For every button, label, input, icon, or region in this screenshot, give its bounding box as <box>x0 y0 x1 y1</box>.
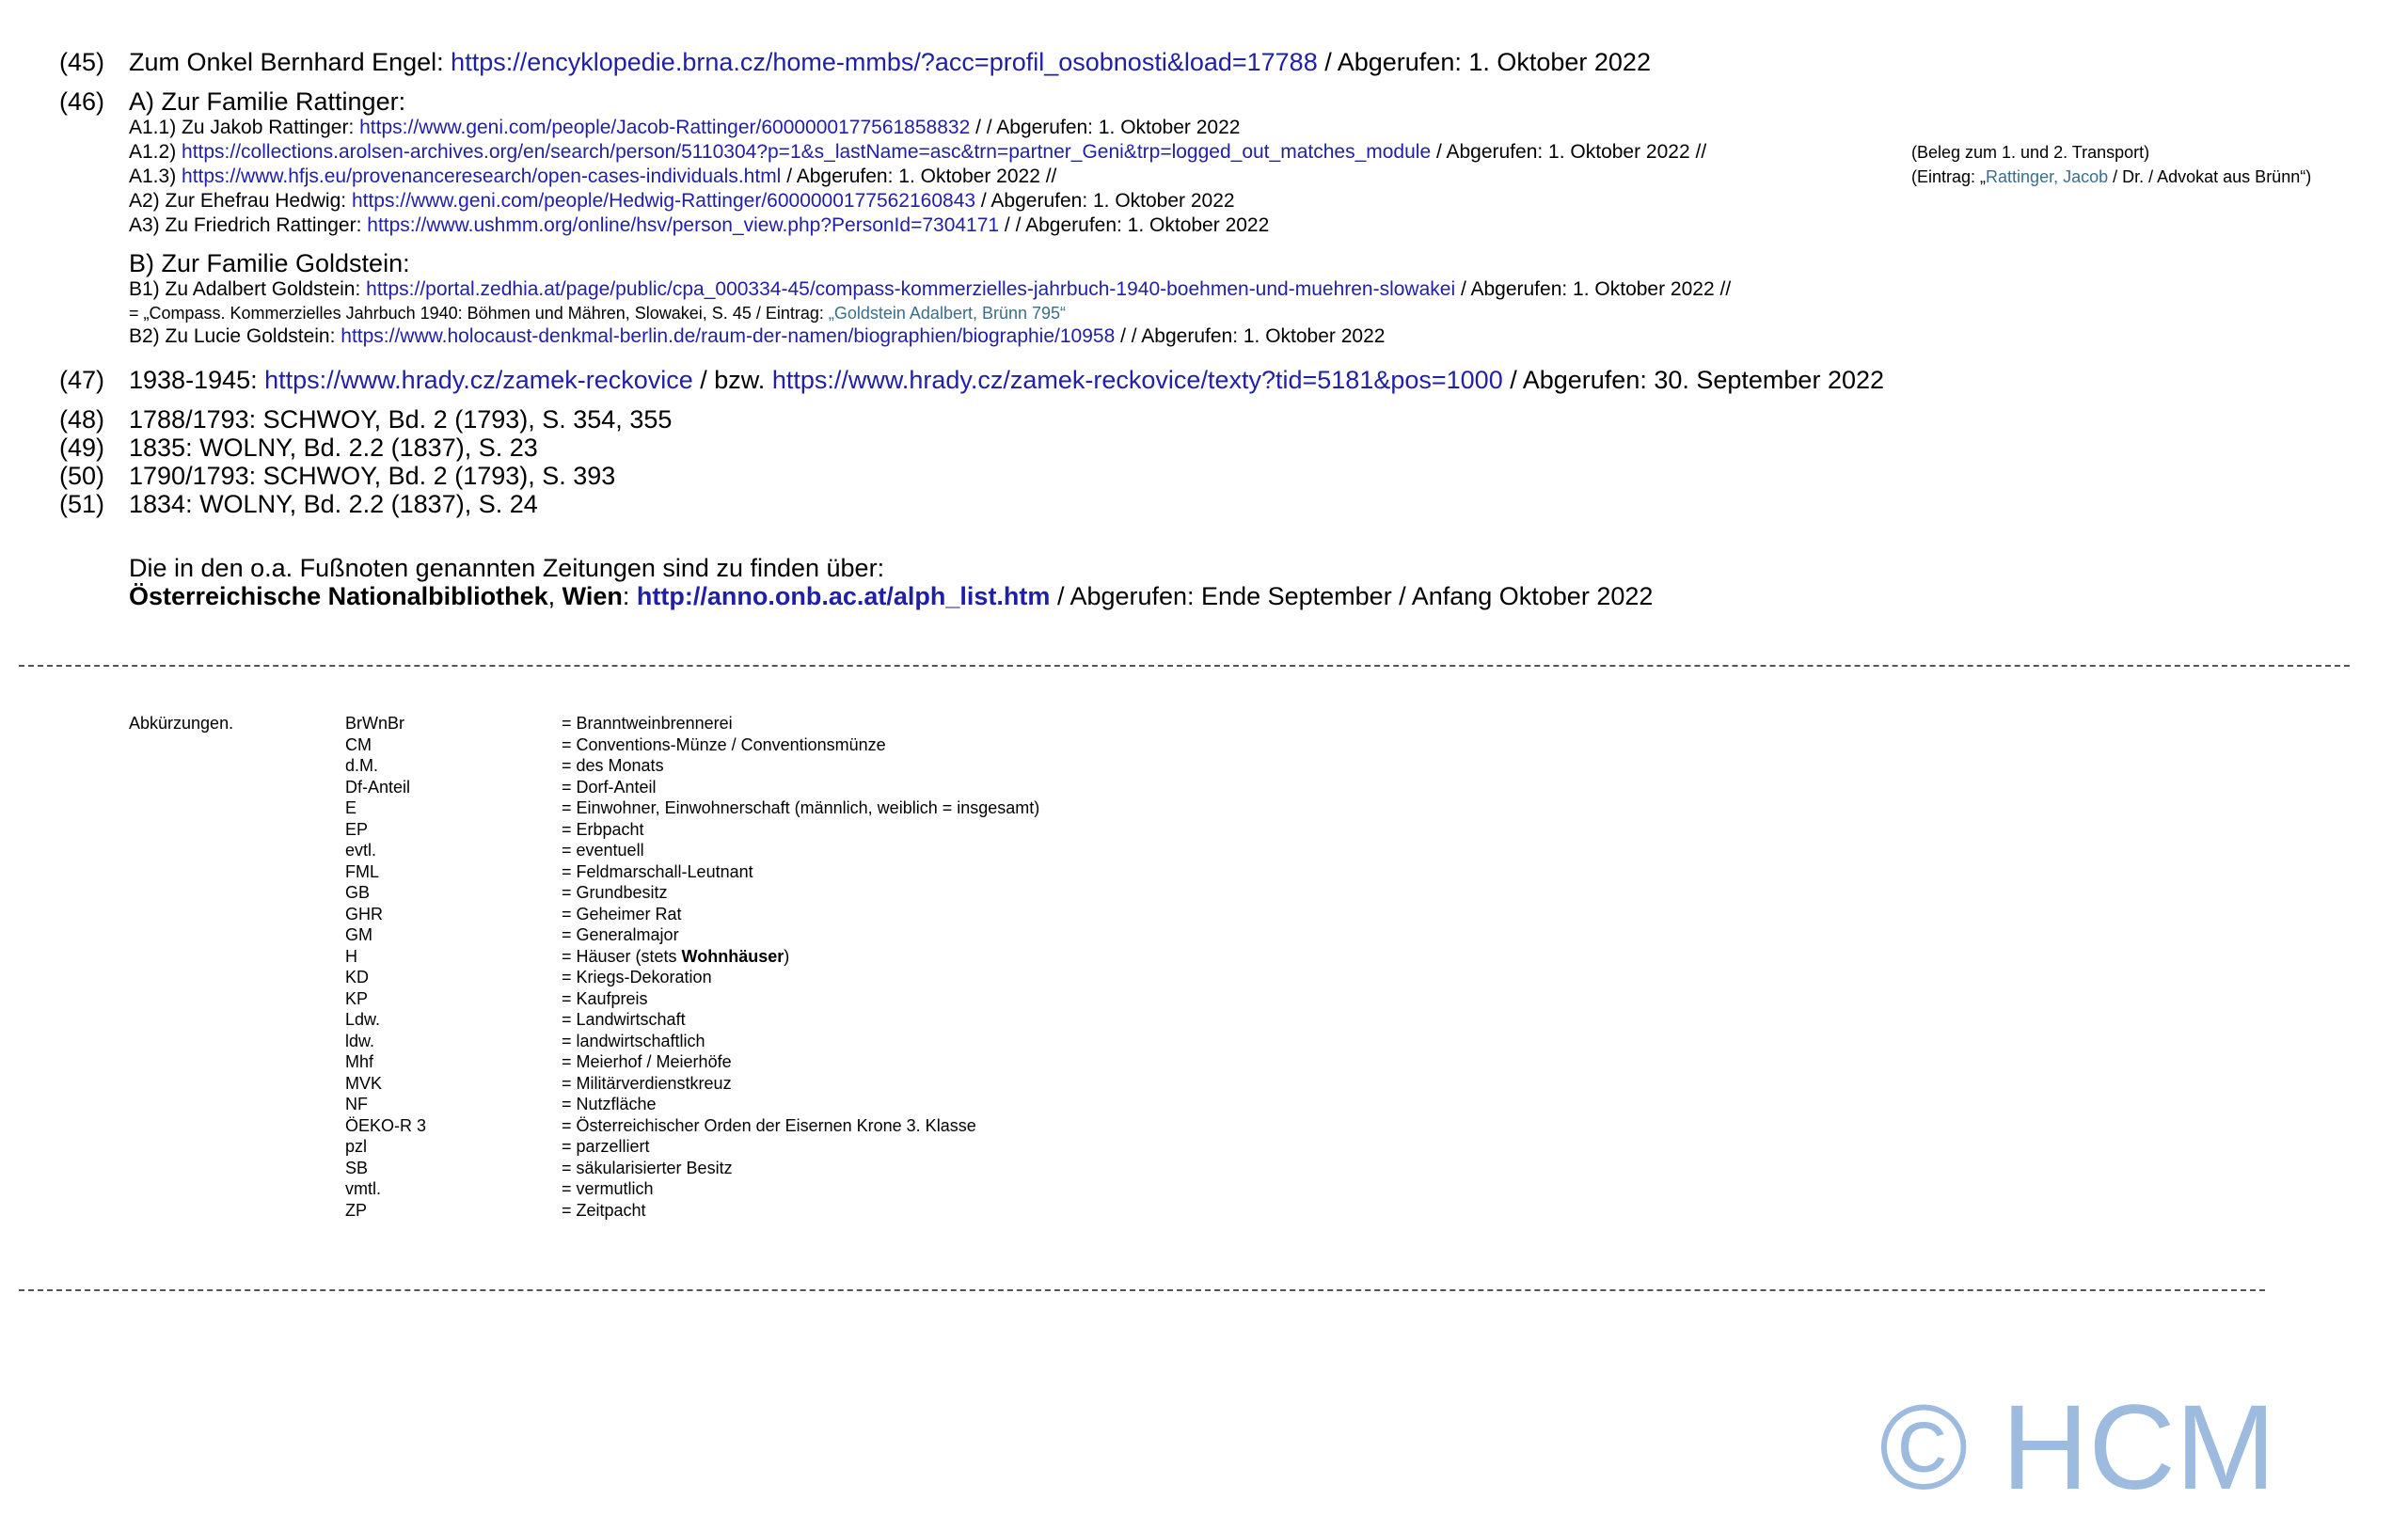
footnote-46-heading-b: B) Zur Familie Goldstein: <box>129 249 410 277</box>
footnote-47 <box>129 365 1884 395</box>
abbreviation-term: E <box>345 798 357 817</box>
footnote-text: / / Abgerufen: 1. Oktober 2022 <box>1115 325 1386 347</box>
abbreviation-definition <box>562 904 682 925</box>
footnote-number: (48) <box>59 405 105 434</box>
definition-text: = Dorf-Anteil <box>562 777 657 797</box>
abbreviation-definition <box>562 1051 732 1073</box>
abbreviation-term: ÖEKO-R 3 <box>345 1115 427 1135</box>
abbreviation-definition <box>562 946 789 968</box>
definition-text: = Kaufpreis <box>562 988 648 1008</box>
footnote-46-b1-note <box>129 303 1066 324</box>
footnote-46-a12 <box>129 140 1706 165</box>
footnote-number: (49) <box>59 434 105 462</box>
abbreviation-definition <box>562 1073 732 1095</box>
footnote-text: Zum Onkel Bernhard Engel: <box>129 48 452 76</box>
definition-text: = Einwohner, Einwohnerschaft (männlich, weiblich = insgesamt) <box>562 798 1040 817</box>
footnote-text: / / Abgerufen: 1. Oktober 2022 <box>999 214 1270 236</box>
footnote-text: / Abgerufen: 1. Oktober 2022 // <box>1431 141 1707 163</box>
definition-text: = landwirtschaftlich <box>562 1031 705 1050</box>
separator: : <box>622 582 637 610</box>
definition-text: = Häuser (stets <box>562 946 682 966</box>
abbreviation-definition <box>562 1009 686 1031</box>
definition-text: = Nutzfläche <box>562 1095 657 1113</box>
abbreviation-term: GM <box>345 925 372 944</box>
footnote-text: / Abgerufen: 1. Oktober 2022 // <box>1455 278 1732 300</box>
definition-text: = Grundbesitz <box>562 883 668 902</box>
abbreviation-definition <box>562 1158 733 1179</box>
footnote-text: A1.3) <box>129 166 182 187</box>
abbreviations-list <box>0 713 1317 1239</box>
footnote-text: A1.2) <box>129 141 182 163</box>
footnote-51: 1834: WOLNY, Bd. 2.2 (1837), S. 24 <box>129 490 538 518</box>
abbreviation-term: d.M. <box>345 756 379 775</box>
footnote-text: 1938-1945: <box>129 366 265 394</box>
abbreviation-term: Mhf <box>345 1052 374 1071</box>
definition-text: = Generalmajor <box>562 925 679 944</box>
abbreviation-term: Df-Anteil <box>345 777 411 797</box>
definition-text: = Geheimer Rat <box>562 904 682 923</box>
footnote-text: / Abgerufen: 1. Oktober 2022 <box>1317 48 1651 76</box>
footnote-text: A2) Zur Ehefrau Hedwig: <box>129 190 352 212</box>
footnote-text: / Abgerufen: 30. September 2022 <box>1502 366 1885 394</box>
abbreviation-term: Ldw. <box>345 1010 381 1029</box>
definition-text: = Conventions-Münze / Conventionsmünze <box>562 734 886 754</box>
abbreviation-term: MVK <box>345 1073 383 1093</box>
footnote-link[interactable]: https://collections.arolsen-archives.org/en/search/person/5110304?p=1&s_lastName=asc&trn=partner_Geni&trp=logged_out_matches_module <box>182 141 1432 163</box>
copyright-watermark: © HCM <box>1879 1381 2276 1515</box>
definition-text: = Feldmarschall-Leutnant <box>562 861 753 881</box>
abbreviation-term: ZP <box>345 1200 368 1220</box>
definition-text: = säkularisierter Besitz <box>562 1158 733 1177</box>
abbreviation-definition <box>562 1094 657 1115</box>
footnote-number: (50) <box>59 462 105 490</box>
definition-text: = vermutlich <box>562 1179 654 1198</box>
abbreviation-definition <box>562 1136 650 1158</box>
abbreviation-term: KD <box>345 968 370 986</box>
definition-text: = Militärverdienstkreuz <box>562 1073 732 1093</box>
footnote-link[interactable]: https://portal.zedhia.at/page/public/cpa_000334-45/compass-kommerzielles-jahrbuch-1940-boehmen-und-muehren-slowakei <box>366 278 1456 300</box>
footnote-link[interactable]: https://www.geni.com/people/Jacob-Rattinger/6000000177561858832 <box>359 117 971 138</box>
abbreviation-term: vmtl. <box>345 1179 381 1198</box>
note-entry: Rattinger, Jacob <box>1986 167 2109 186</box>
library-name: Österreichische Nationalbibliothek <box>129 582 548 610</box>
definition-text: = Kriegs-Dekoration <box>562 968 712 986</box>
definition-text: = des Monats <box>562 756 664 775</box>
footnote-link[interactable]: https://www.holocaust-denkmal-berlin.de/raum-der-namen/biographien/biographie/10958 <box>341 325 1116 347</box>
definition-text: = Zeitpacht <box>562 1200 646 1220</box>
abbreviation-definition <box>562 1200 646 1222</box>
definition-text: = Meierhof / Meierhöfe <box>562 1052 732 1071</box>
abbreviation-definition <box>562 882 668 904</box>
note-text: = „Compass. Kommerzielles Jahrbuch 1940: Böhmen und Mähren, Slowakei, S. 45 / Eintrag: <box>129 304 829 323</box>
note-text: (Eintrag: „ <box>1911 167 1987 186</box>
abbreviation-definition <box>562 988 648 1010</box>
abbreviation-term: GHR <box>345 904 383 923</box>
footnote-text: B1) Zu Adalbert Goldstein: <box>129 278 367 300</box>
footnote-link[interactable]: https://www.ushmm.org/online/hsv/person_view.php?PersonId=7304171 <box>367 214 1000 236</box>
footnote-45 <box>129 47 1651 77</box>
dashed-divider <box>19 665 2350 667</box>
definition-emphasis: Wohnhäuser <box>681 946 784 966</box>
footnote-link[interactable]: https://www.hrady.cz/zamek-reckovice <box>264 366 693 394</box>
footnote-text: / / Abgerufen: 1. Oktober 2022 <box>970 117 1241 138</box>
footnote-46-b2 <box>129 324 1385 349</box>
footnote-text: / Abgerufen: 1. Oktober 2022 // <box>781 166 1057 187</box>
abbreviation-definition <box>562 924 679 946</box>
newspapers-source <box>129 581 1653 611</box>
footnote-text: / bzw. <box>692 366 772 394</box>
footnote-number: (46) <box>59 87 105 116</box>
footnote-text: B2) Zu Lucie Goldstein: <box>129 325 341 347</box>
note-text: / Dr. / Advokat aus Brünn“) <box>2108 167 2312 186</box>
abbreviation-term: KP <box>345 988 369 1008</box>
footnote-46-a12-note: (Beleg zum 1. und 2. Transport) <box>1911 143 2150 162</box>
abbreviation-term: H <box>345 946 357 966</box>
footnote-number: (51) <box>59 490 105 518</box>
footnote-49: 1835: WOLNY, Bd. 2.2 (1837), S. 23 <box>129 434 538 462</box>
footnote-text: A3) Zu Friedrich Rattinger: <box>129 214 368 236</box>
library-city: Wien <box>562 582 623 610</box>
footnote-46-a13-note <box>1911 166 2311 187</box>
definition-text: = Landwirtschaft <box>562 1010 686 1029</box>
footnote-46-a2 <box>129 189 1235 213</box>
abbreviation-definition <box>562 861 753 883</box>
footnote-number: (47) <box>59 366 105 394</box>
footnote-text: A1.1) Zu Jakob Rattinger: <box>129 117 360 138</box>
footnote-number: (45) <box>59 48 105 76</box>
footnote-46-b1 <box>129 277 1731 302</box>
newspapers-note: Die in den o.a. Fußnoten genannten Zeitungen sind zu finden über: <box>129 554 885 582</box>
abbreviation-definition <box>562 840 644 861</box>
abbreviation-definition <box>562 1115 976 1137</box>
abbreviation-term: ldw. <box>345 1031 375 1050</box>
definition-text: = Erbpacht <box>562 819 644 839</box>
definition-text: = Branntweinbrennerei <box>562 714 733 733</box>
abbreviation-term: EP <box>345 819 369 839</box>
footnote-48: 1788/1793: SCHWOY, Bd. 2 (1793), S. 354, 355 <box>129 405 673 434</box>
abbreviation-definition <box>562 713 733 734</box>
abbreviation-definition <box>562 755 664 777</box>
definition-text: = parzelliert <box>562 1137 650 1156</box>
abbreviation-definition <box>562 777 657 798</box>
abbreviation-definition <box>562 1031 705 1052</box>
definition-text: = Österreichischer Orden der Eisernen Krone 3. Klasse <box>562 1115 976 1135</box>
abbreviation-term: evtl. <box>345 841 377 860</box>
abbreviation-term: pzl <box>345 1137 368 1156</box>
abbreviation-definition <box>562 734 886 756</box>
abbreviation-term: SB <box>345 1158 369 1177</box>
note-entry: „Goldstein Adalbert, Brünn 795“ <box>828 304 1067 323</box>
abbreviation-term: FML <box>345 861 379 881</box>
footnote-46-a11 <box>129 116 1240 140</box>
footnote-link[interactable]: https://www.hrady.cz/zamek-reckovice/texty?tid=5181&pos=1000 <box>771 366 1503 394</box>
footnote-link[interactable]: https://www.hfjs.eu/provenanceresearch/open-cases-individuals.html <box>182 166 782 187</box>
footnote-link[interactable]: https://encyklopedie.brna.cz/home-mmbs/?acc=profil_osobnosti&load=17788 <box>451 48 1318 76</box>
definition-text: = eventuell <box>562 841 644 860</box>
abbreviation-definition <box>562 797 1039 819</box>
footnote-link[interactable]: https://www.geni.com/people/Hedwig-Rattinger/6000000177562160843 <box>351 190 976 212</box>
abbreviation-definition <box>562 967 712 988</box>
footnote-46-a3 <box>129 213 1269 238</box>
abbreviations-label: Abkürzungen. <box>129 714 234 733</box>
abbreviation-term: GB <box>345 883 371 902</box>
footnote-text: / Abgerufen: 1. Oktober 2022 <box>975 190 1235 212</box>
separator: , <box>547 582 562 610</box>
footnote-50: 1790/1793: SCHWOY, Bd. 2 (1793), S. 393 <box>129 462 616 490</box>
footnote-text: / Abgerufen: Ende September / Anfang Oktober 2022 <box>1050 582 1654 610</box>
abbreviation-definition <box>562 819 644 841</box>
abbreviation-term: BrWnBr <box>345 714 404 733</box>
abbreviation-definition <box>562 1178 654 1200</box>
footnote-46-a13 <box>129 165 1056 189</box>
abbreviation-term: CM <box>345 734 372 754</box>
definition-text: ) <box>784 946 790 966</box>
dashed-divider <box>19 1289 2265 1291</box>
library-link[interactable]: http://anno.onb.ac.at/alph_list.htm <box>636 582 1051 610</box>
footnote-46-heading-a: A) Zur Familie Rattinger: <box>129 87 406 116</box>
abbreviation-term: NF <box>345 1095 368 1113</box>
